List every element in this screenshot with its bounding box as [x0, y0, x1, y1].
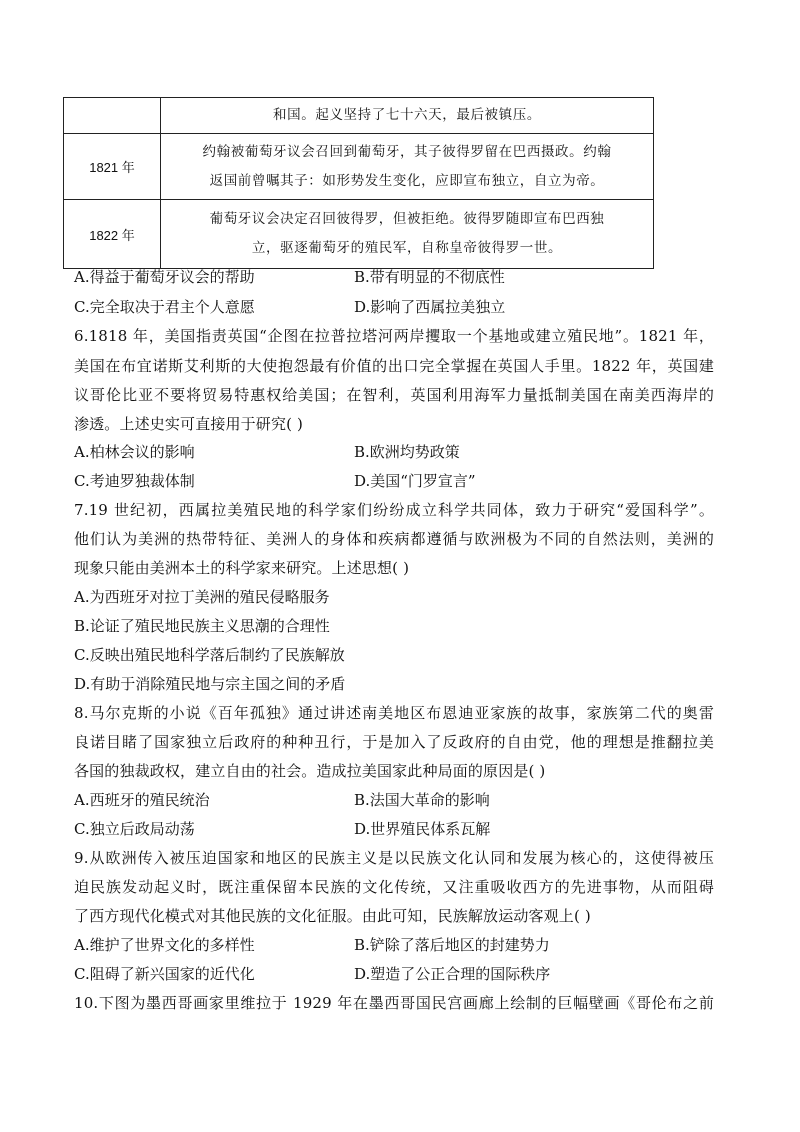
- q8-stem-line: 8.马尔克斯的小说《百年孤独》通过讲述南美地区布恩迪亚家族的故事，家族第二代的奥雷: [74, 704, 714, 722]
- q6-stem-line: 6.1818 年，美国指责英国“企图在拉普拉塔河两岸攫取一个基地或建立殖民地”。1821 年，: [74, 327, 714, 345]
- q8-stem-line: 各国的独裁政权，建立自由的社会。造成拉美国家此种局面的原因是( ): [74, 762, 546, 780]
- event-cell: [161, 98, 654, 134]
- q9-option-c: C.阻碍了新兴国家的近代化: [74, 965, 255, 983]
- event-line: 返国前曾嘱其子：如形势发生变化，应即宣布独立，自立为帝。: [209, 172, 605, 189]
- q7-stem-line: 他们认为美洲的热带特征、美洲人的身体和疾病都遵循与欧洲极为不同的自然法则，美洲的: [74, 530, 714, 548]
- q9-stem-line: 9.从欧洲传入被压迫国家和地区的民族主义是以民族文化认同和发展为核心的，这使得被压: [74, 849, 714, 867]
- q8-option-b: B.法国大革命的影响: [354, 791, 490, 809]
- q6-stem-line: 美国在布宜诺斯艾利斯的大使抱怨最有价值的出口完全掌握在英国人手里。1822 年，英国建: [74, 357, 714, 375]
- q8-option-a: A.西班牙的殖民统治: [74, 791, 210, 809]
- q6-option-b: B.欧洲均势政策: [354, 443, 460, 461]
- q7-option-a: A.为西班牙对拉丁美洲的殖民侵略服务: [74, 588, 330, 606]
- event-line: 约翰被葡萄牙议会召回到葡萄牙，其子彼得罗留在巴西摄政。约翰: [202, 143, 612, 160]
- q9-stem-line: 迫民族发动起义时，既注重保留本民族的文化传统，又注重吸收西方的先进事物，从而阻碍: [74, 878, 714, 896]
- q5-option-a: A.得益于葡萄牙议会的帮助: [74, 268, 255, 286]
- q6-stem-line: 议哥伦比亚不要将贸易特惠权给美国；在智利，英国利用海军力量抵制美国在南美西海岸的: [74, 386, 714, 404]
- q7-option-c: C.反映出殖民地科学落后制约了民族解放: [74, 646, 345, 664]
- q7-option-b: B.论证了殖民地民族主义思潮的合理性: [74, 617, 330, 635]
- year-cell: [64, 98, 161, 134]
- year-cell: 1822 年: [64, 200, 161, 269]
- q6-option-d: D.美国“门罗宣言”: [354, 472, 476, 490]
- event-line: 和国。起义坚持了七十六天，最后被镇压。: [273, 107, 541, 123]
- q7-stem-line: 7.19 世纪初，西属拉美殖民地的科学家们纷纷成立科学共同体，致力于研究“爱国科学”。: [74, 501, 714, 519]
- event-line: 立，驱逐葡萄牙的殖民军，自称皇帝彼得罗一世。: [251, 240, 563, 256]
- table-row: [64, 200, 654, 269]
- q5-option-b: B.带有明显的不彻底性: [354, 268, 505, 286]
- year-cell: 1821 年: [64, 134, 161, 200]
- q9-option-a: A.维护了世界文化的多样性: [74, 936, 255, 954]
- q6-option-a: A.柏林会议的影响: [74, 443, 195, 461]
- event-cell: [161, 200, 654, 269]
- table-row: [64, 134, 654, 200]
- event-line: 葡萄牙议会决定召回彼得罗，但被拒绝。彼得罗随即宣布巴西独: [209, 211, 605, 227]
- q5-option-c: C.完全取决于君主个人意愿: [74, 298, 255, 316]
- q9-stem-line: 了西方现代化模式对其他民族的文化征服。由此可知，民族解放运动客观上( ): [74, 907, 591, 925]
- table-row: [64, 98, 654, 134]
- history-timeline-table: [63, 97, 654, 269]
- q8-stem-line: 良诺目睹了国家独立后政府的种种丑行，于是加入了反政府的自由党，他的理想是推翻拉美: [74, 733, 714, 751]
- q9-option-d: D.塑造了公正合理的国际秩序: [354, 965, 551, 983]
- q5-option-d: D.影响了西属拉美独立: [354, 298, 506, 316]
- q8-option-c: C.独立后政局动荡: [74, 820, 195, 838]
- q6-option-c: C.考迪罗独裁体制: [74, 472, 195, 490]
- q8-option-d: D.世界殖民体系瓦解: [354, 820, 491, 838]
- q9-option-b: B.铲除了落后地区的封建势力: [354, 936, 550, 954]
- q7-stem-line: 现象只能由美洲本土的科学家来研究。上述思想( ): [74, 559, 410, 577]
- q7-option-d: D.有助于消除殖民地与宗主国之间的矛盾: [74, 675, 346, 693]
- q10-stem-line: 10.下图为墨西哥画家里维拉于 1929 年在墨西哥国民宫画廊上绘制的巨幅壁画《哥伦布之前: [74, 994, 714, 1012]
- event-cell: [161, 134, 654, 200]
- q6-stem-line: 渗透。上述史实可直接用于研究( ): [74, 415, 304, 433]
